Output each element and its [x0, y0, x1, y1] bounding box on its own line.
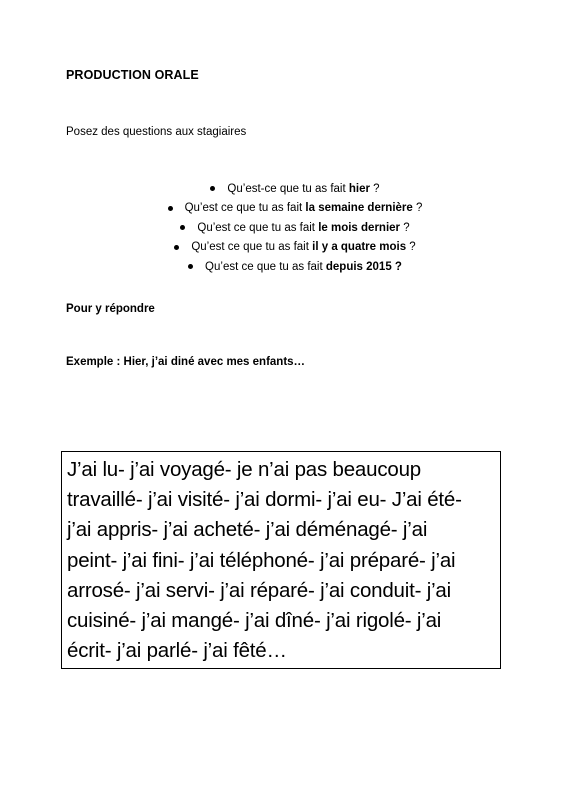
- verb-list: [67, 455, 496, 666]
- verb-line: J’ai lu- j’ai voyagé- je n’ai pas beaucoup: [67, 458, 421, 481]
- question-emphasis: le mois dernier: [318, 221, 401, 234]
- question-item: [100, 238, 490, 258]
- question-text: Qu’est ce que tu as fait il y a quatre mois ?: [191, 241, 416, 254]
- bullet-icon: [168, 206, 173, 211]
- verb-line: arrosé- j’ai servi- j’ai réparé- j’ai conduit- j’ai: [67, 578, 451, 602]
- question-text: Qu’est ce que tu as fait depuis 2015 ?: [205, 260, 402, 273]
- question-item: [100, 218, 490, 238]
- question-emphasis: depuis 2015 ?: [325, 260, 402, 273]
- question-emphasis: la semaine dernière: [305, 202, 413, 215]
- question-emphasis: il y a quatre mois: [312, 241, 407, 254]
- verb-box: [61, 451, 501, 669]
- answer-heading: Pour y répondre: [66, 303, 155, 315]
- bullet-icon: [180, 225, 185, 230]
- question-text: Qu’est ce que tu as fait la semaine dernière ?: [184, 202, 423, 215]
- bullet-icon: [174, 245, 179, 250]
- bullet-icon: [210, 186, 215, 191]
- verb-line: travaillé- j’ai visité- j’ai dormi- j’ai eu- J’ai été-: [67, 488, 462, 512]
- question-text: Qu’est ce que tu as fait le mois dernier ?: [197, 221, 410, 234]
- question-item: [100, 179, 490, 199]
- question-text: Qu’est-ce que tu as fait hier ?: [227, 182, 380, 195]
- example-sentence: Exemple : Hier, j’ai diné avec mes enfants…: [66, 356, 306, 368]
- verb-line: peint- j’ai fini- j’ai téléphoné- j’ai préparé- j’ai: [67, 548, 456, 572]
- page-title: PRODUCTION ORALE: [66, 68, 199, 82]
- instruction-text: Posez des questions aux stagiaires: [66, 126, 247, 138]
- verb-line: écrit- j’ai parlé- j’ai fêté…: [67, 639, 287, 663]
- verb-line: cuisiné- j’ai mangé- j’ai dîné- j’ai rigolé- j’ai: [67, 609, 442, 633]
- question-list: [100, 179, 490, 277]
- bullet-icon: [188, 264, 193, 269]
- verb-line: j’ai appris- j’ai acheté- j’ai déménagé- j’ai: [67, 518, 428, 542]
- question-item: [100, 257, 490, 277]
- question-item: [100, 199, 490, 219]
- question-emphasis: hier: [348, 182, 370, 195]
